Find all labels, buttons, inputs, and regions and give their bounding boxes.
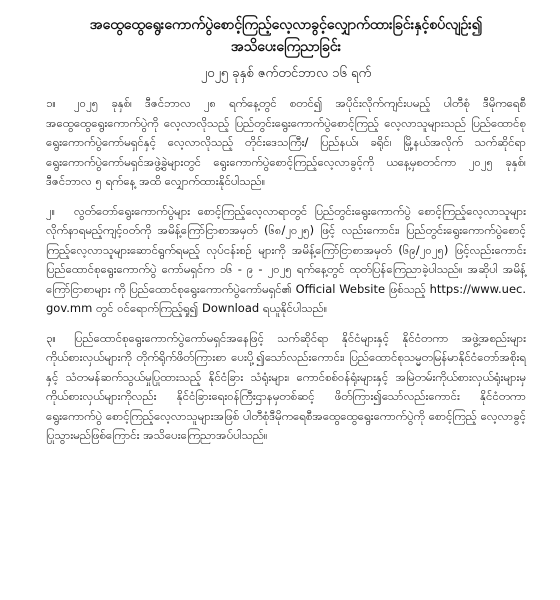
paragraph-text: ပြည်ထောင်စုရွေးကောက်ပွဲကော်မရှင်အနေဖြင့် သက်ဆိုင်ရာ နိုင်ငံများနှင့် နိုင်ငံတကာ အဖွဲ့အစည်းများကိုယ်စားလှယ်များကို တိုက်ရိုက်ဖိတ်ကြားစာ ပေးပို့၍သော်လည်းကောင်း၊ ပြည်ထောင်စုသမ္မတမြန်မာနိုင်ငံတော်အစိုးရနှင့် သံတမန်ဆက်သွယ်မှုပြုထားသည့် နိုင်ငံခြား သံရုံးများ၊ ကောင်စစ်ဝန်ရုံးများနှင့် အမြဲတမ်းကိုယ်စားလှယ်ရုံးများမှ ကိုယ်စားလှယ်များကိုလည်း နိုင်ငံခြားရေးဝန်ကြီးဌာနမှတစ်ဆင့် ဖိတ်ကြား၍သော်လည်းကောင်း နိုင်ငံတကာရွေးကောက်ပွဲ စောင့်ကြည့်လေ့လာသူများအဖြစ် ပါတီစုံဒီမိုကရေစီအထွေထွေရွေးကောက်ပွဲကို စောင့်ကြည့် လေ့လာခွင့် ပြုသွားမည်ဖြစ်ကြောင်း အသိပေးကြေညာအပ်ပါသည်။ [46, 330, 526, 442]
paragraph-number: ၃။ [46, 330, 56, 345]
document-title-line2: အသိပေးကြေညာခြင်း [230, 39, 342, 55]
paragraph-2 [46, 202, 526, 319]
paragraph-3 [46, 329, 526, 446]
paragraph-text: လွတ်တော်ရွေးကောက်ပွဲများ စောင့်ကြည့်လေ့လာရာတွင် ပြည်တွင်းရွေးကောက်ပွဲ စောင့်ကြည့်လေ့လာသူများလိုက်နာရမည့်ကျင့်ဝတ်ကို အမိန့်ကြော်ငြာစာအမှတ် (၆၈/၂၀၂၅) ဖြင့် လည်းကောင်း၊ ပြည်တွင်းရွေးကောက်ပွဲစောင့်ကြည့်လေ့လာသူများဆောင်ရွက်ရမည့် လုပ်ငန်းစဉ် များကို အမိန့်ကြော်ငြာစာအမှတ် (၆၉/၂၀၂၅) ဖြင့်လည်းကောင်း ပြည်ထောင်စုရွေးကောက်ပွဲ ကော်မရှင်က ၁၆ - ၉ - ၂၀၂၅ ရက်နေ့တွင် ထုတ်ပြန်ကြေညာခဲ့ပါသည်။ အဆိုပါ အမိန့်ကြော်ငြာစာများ ကို ပြည်ထောင်စုရွေးကောက်ပွဲကော်မရှင်၏ Official Website ဖြစ်သည့် https://www.uec. gov.mm တွင် ဝင်ရောက်ကြည့်ရှု၍ Download ရယူနိုင်ပါသည်။ [46, 203, 526, 315]
paragraph-text: ၂၀၂၅ ခုနှစ်၊ ဒီဇင်ဘာလ ၂၈ ရက်နေ့တွင် စတင်၍ အပိုင်းလိုက်ကျင်းပမည့် ပါတီစုံ ဒီမိုကရေစီအထွေထွေရွေးကောက်ပွဲကို လေ့လာလိုသည့် ပြည်တွင်းရွေးကောက်ပွဲစောင့်ကြည့် လေ့လာသူများသည် ပြည်ထောင်စုရွေးကောက်ပွဲကော်မရှင်နှင့် လေ့လာလိုသည့် တိုင်းဒေသကြီး/ ပြည်နယ်၊ ခရိုင်၊ မြို့နယ်အလိုက် သက်ဆိုင်ရာရွေးကောက်ပွဲကော်မရှင်အဖွဲ့ခွဲများတွင် ရွေးကောက်ပွဲစောင့်ကြည့်လေ့လာခွင့်ကို ယနေ့မှစတင်ကာ ၂၀၂၅ ခုနှစ်၊ ဒီဇင်ဘာလ ၅ ရက်နေ့ အထိ လျှောက်ထားနိုင်ပါသည်။ [46, 96, 526, 188]
paragraph-number: ၂။ [46, 203, 56, 218]
paragraph-1 [46, 94, 526, 192]
document-date: ၂၀၂၅ ခုနှစ် ဇက်တင်ဘာလ ၁၆ ရက် [200, 66, 372, 81]
document-title-line1: အထွေထွေရွေးကောက်ပွဲစောင့်ကြည့်လေ့လာခွင့်လျှောက်ထားခြင်းနှင့်စပ်လျဉ်း၍ [89, 17, 483, 33]
paragraph-number: ၁။ [46, 96, 56, 110]
